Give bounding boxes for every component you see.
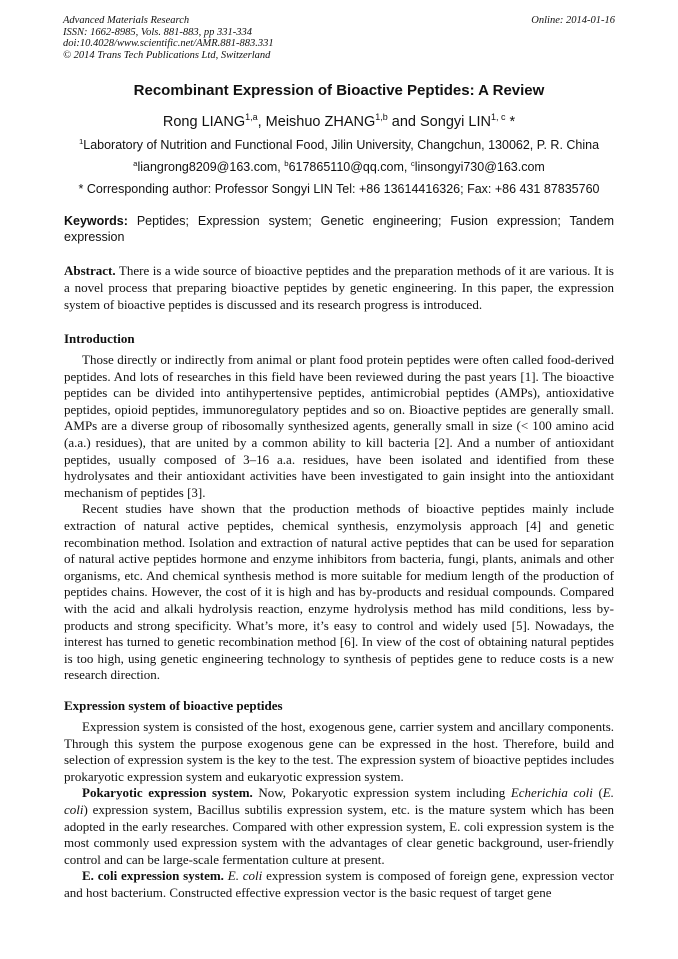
paragraph — [64, 868, 614, 901]
issn-line: ISSN: 1662-8985, Vols. 881-883, pp 331-334 — [63, 26, 252, 38]
email-sup: c — [410, 158, 415, 168]
affiliation — [40, 138, 638, 152]
author-1: Rong LIANG — [162, 114, 246, 130]
corresponding-author: * Corresponding author: Professor Songyi LIN Tel: +86 13614416326; Fax: +86 431 87835760 — [78, 182, 600, 196]
text-run: ( — [592, 785, 603, 801]
abstract-text: There is a wide source of bioactive peptides and the preparation methods of it are various. It is a novel process that preparing bioactive peptides by genetic engineering. In this paper, the expression system of bioactive peptides is discussed and its research progress is introduced. — [64, 263, 614, 312]
author-line — [40, 114, 638, 130]
email-2: 617865110@qq.com, — [288, 160, 411, 174]
email-1: liangrong8209@163.com, — [137, 160, 285, 174]
author-2: Meishuo ZHANG — [265, 114, 376, 130]
paper-title: Recombinant Expression of Bioactive Peptides: A Review — [133, 82, 545, 99]
keywords-text: Peptides; Expression system; Genetic engineering; Fusion expression; Tandem expression — [64, 214, 614, 244]
email-line — [40, 160, 638, 174]
paragraph — [64, 785, 614, 868]
doi-line: doi:10.4028/www.scientific.net/AMR.881-883.331 — [63, 38, 274, 49]
paragraph: Recent studies have shown that the production methods of bioactive peptides mainly include extraction of natural active peptides, chemical synthesis, enzymolysis approach [4] and genetic recombination method. Isolation and extraction of natural active peptides that can be used for separation of natural active peptides hormone and enzyme inhibitors from bacteria, fungi, plants, animals and other organisms, etc. And chemical synthesis method is more suitable for medium length of the production of peptides chains. However, the cost of it is high and has by-products and residual compounds. Compared with the acid and alkali hydrolysis reaction, enzyme hydrolysis method has mild conditions, less by-products and strong specificity. What’s more, it’s easy to control and widely used [5]. Nowadays, the interest has turned to genetic recombination method [6]. In view of the cost of obtaining natural peptides is too high, using genetic engineering technology to synthesis of peptides gene to reduce costs is a new research direction. — [64, 501, 614, 683]
subheading-ecoli: E. coli expression system. — [82, 868, 224, 884]
author-2-affil: 1,b — [375, 112, 388, 123]
author-3-affil: 1, c — [490, 112, 506, 123]
affiliation-text: Laboratory of Nutrition and Functional Food, Jilin University, Changchun, 130062, P. R. China — [83, 138, 600, 152]
abstract-label: Abstract. — [64, 263, 116, 278]
author-sep: , — [257, 114, 266, 130]
author-sep: and — [387, 114, 421, 130]
abstract — [64, 262, 614, 313]
subheading-prokaryotic: Pokaryotic expression system. — [82, 785, 253, 801]
author-1-affil: 1,a — [245, 112, 258, 123]
paragraph: Expression system is consisted of the host, exogenous gene, carrier system and ancillary components. Through this system the purpose exogenous gene can be expressed in the host. Therefore, build and selection of expression system is the key to the test. The expression system of bioactive peptides includes prokaryotic expression system and eukaryotic expression system. — [64, 719, 614, 784]
email-sup: b — [284, 158, 289, 168]
section-heading-introduction: Introduction — [64, 331, 135, 346]
text-run: ) expression system, Bacillus subtilis expression system, etc. is the mature system which has been adopted in the early researches. Compared with other expression system, E. coli expression system is the most commonly used expression system with the advantages of clear genetic background, user-friendly control and can be large-scale fermentation culture at present. — [64, 801, 614, 867]
email-3: linsongyi730@163.com — [414, 160, 545, 174]
keywords — [64, 214, 614, 245]
corresponding-star: * — [505, 114, 516, 130]
copyright-line: © 2014 Trans Tech Publications Ltd, Switzerland — [63, 49, 271, 61]
affiliation-sup: 1 — [78, 136, 84, 146]
italic-term: E. coli — [223, 868, 263, 884]
text-run: Now, Pokaryotic expression system including — [252, 785, 511, 801]
keywords-label: Keywords: — [64, 214, 128, 228]
italic-term: Echerichia coli — [510, 785, 593, 801]
introduction-body — [64, 352, 614, 684]
journal-name: Advanced Materials Research — [63, 15, 190, 26]
author-3: Songyi LIN — [420, 114, 491, 130]
paragraph: Those directly or indirectly from animal or plant food protein peptides were often called food-derived peptides. And lots of researches in this field have been reviewed during the past years [1]. The bioactive peptides can be divided into antihypertensive peptides, antimicrobial peptides (AMPs), antioxidative peptides, opioid peptides, immunoregulatory peptides and so on. Bioactive peptides are generally small. AMPs are a diverse group of ribosomally synthesized agents, generally small in size (< 100 amino acid (a.a.) residues), that are united by a common ability to kill bacteria [2]. And a number of antioxidant peptides, usually composed of 3–16 a.a. residues, have been isolated and identified from these hydrolysates and their antioxidant activities have been investigated to gain insight into the antioxidant mechanism of peptides [3]. — [64, 352, 614, 500]
text-run: expression system is composed of foreign gene, expression vector and host bacterium. Constructed effective expression vector is the basic request of target gene — [64, 868, 614, 900]
online-date: Online: 2014-01-16 — [531, 15, 615, 26]
expression-system-body — [64, 719, 614, 902]
section-heading-expression-system: Expression system of bioactive peptides — [64, 698, 283, 713]
email-sup: a — [133, 158, 138, 168]
italic-term: E. coli — [64, 785, 614, 817]
journal-header — [63, 15, 274, 61]
